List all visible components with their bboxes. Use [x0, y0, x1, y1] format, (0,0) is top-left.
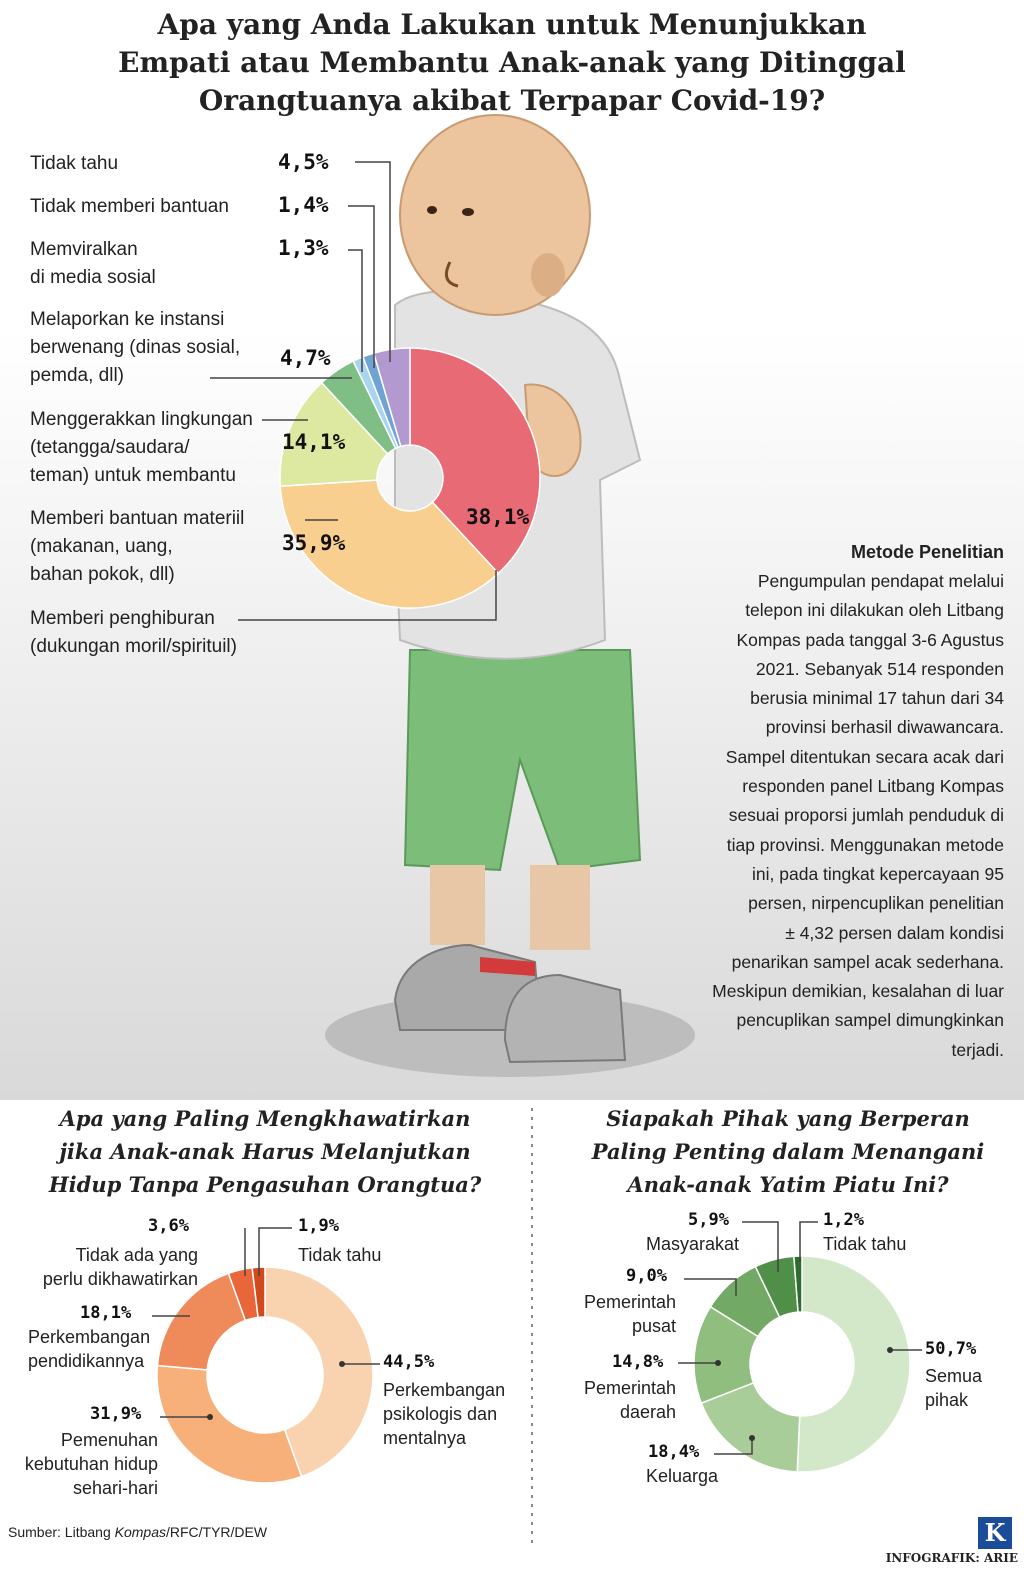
main-title: Apa yang Anda Lakukan untuk Menunjukkan Empati atau Membantu Anak-anak yang Ditinggal Orangtuanya akibat Terpapar Covid-19?	[118, 8, 906, 117]
method-line: berusia minimal 17 tahun dari 34	[750, 688, 1004, 709]
pct-left-psikologis: 44,5%	[383, 1352, 435, 1372]
pct-left-tidak-tahu: 1,9%	[298, 1216, 339, 1236]
dot-right-semua	[887, 1347, 893, 1353]
label-right-semua: Semua pihak	[925, 1366, 983, 1410]
method-line: ini, pada tingkat kepercayaan 95	[752, 863, 1004, 884]
method-line: 2021. Sebanyak 514 responden	[755, 658, 1004, 679]
method-line: Pengumpulan pendapat melalui	[757, 571, 1004, 591]
method-line: penarikan sampel acak sederhana.	[731, 951, 1004, 972]
label-right-tidak-tahu: Tidak tahu	[823, 1234, 907, 1254]
left-chart-title: Apa yang Paling Mengkhawatirkan jika Anak-anak Harus Melanjutkan Hidup Tanpa Pengasuhan Orangtua?	[48, 1106, 482, 1197]
method-heading: Metode Penelitian	[850, 542, 1004, 562]
label-memviralkan: Memviralkan di media sosial	[30, 239, 156, 288]
pct-left-pendidikan: 18,1%	[80, 1303, 132, 1323]
pct-right-pusat: 9,0%	[626, 1266, 667, 1286]
pct-right-masyarakat: 5,9%	[688, 1210, 729, 1230]
method-line: provinsi berhasil diwawancara.	[765, 717, 1004, 738]
label-right-keluarga: Keluarga	[646, 1466, 719, 1486]
right-chart-title: Siapakah Pihak yang Berperan Paling Penting dalam Menangani Anak-anak Yatim Piatu Ini?	[591, 1106, 985, 1197]
pct-left-tidak-ada: 3,6%	[148, 1216, 189, 1236]
method-line: Kompas pada tanggal 3-6 Agustus	[736, 629, 1004, 650]
pct-melaporkan: 4,7%	[280, 346, 331, 370]
dot-right-keluarga	[749, 1435, 755, 1441]
pct-right-tidak-tahu: 1,2%	[823, 1210, 864, 1230]
method-line: terjadi.	[951, 1039, 1004, 1060]
pct-right-daerah: 14,8%	[612, 1352, 664, 1372]
kompas-logo: K	[978, 1517, 1012, 1549]
label-right-pusat: Pemerintah pusat	[583, 1292, 676, 1336]
method-line: Meskipun demikian, kesalahan di luar	[712, 981, 1004, 1002]
pct-right-keluarga: 18,4%	[648, 1442, 700, 1462]
pct-penghiburan: 38,1%	[466, 505, 530, 529]
method-line: Sampel ditentukan secara acak dari	[725, 746, 1004, 767]
label-tidak-tahu: Tidak tahu	[30, 153, 119, 174]
source-note: Sumber: Litbang Kompas/RFC/TYR/DEW	[8, 1524, 268, 1540]
pct-materiil: 35,9%	[282, 531, 346, 555]
dot-right-daerah	[715, 1360, 721, 1366]
method-line: tiap provinsi. Menggunakan metode	[726, 834, 1004, 855]
method-line: persen, nirpencuplikan penelitian	[748, 893, 1004, 914]
label-menggerakkan: Menggerakkan lingkungan (tetangga/saudara/ teman) untuk membantu	[30, 409, 253, 486]
method-line: pencuplikan sampel dimungkinkan	[736, 1010, 1004, 1031]
right-slice-1	[797, 1256, 910, 1472]
label-left-tidak-ada: Tidak ada yang perlu dikhawatirkan	[42, 1245, 198, 1289]
pct-right-semua: 50,7%	[925, 1339, 977, 1359]
method-line: sesuai proporsi jumlah penduduk di	[728, 805, 1004, 826]
label-left-tidak-tahu: Tidak tahu	[298, 1245, 382, 1265]
pct-menggerakkan: 14,1%	[282, 430, 346, 454]
method-line: responden panel Litbang Kompas	[742, 776, 1004, 797]
label-right-daerah: Pemerintah daerah	[583, 1378, 676, 1422]
label-left-kebutuhan: Pemenuhan kebutuhan hidup sehari-hari	[24, 1430, 158, 1498]
pct-memviralkan: 1,3%	[278, 236, 329, 260]
method-line: telepon ini dilakukan oleh Litbang	[745, 600, 1004, 621]
infographic-credit: INFOGRAFIK: ARIE	[885, 1551, 1018, 1565]
method-line: ± 4,32 persen dalam kondisi	[785, 922, 1004, 943]
label-right-masyarakat: Masyarakat	[646, 1234, 740, 1254]
label-tidak-memberi: Tidak memberi bantuan	[30, 196, 229, 217]
label-materiil: Memberi bantuan materiil (makanan, uang, bahan pokok, dll)	[30, 508, 245, 585]
label-left-pendidikan: Perkembangan pendidikannya	[28, 1327, 151, 1371]
label-penghiburan: Memberi penghiburan (dukungan moril/spirituil)	[30, 608, 237, 657]
label-left-psikologis: Perkembangan psikologis dan mentalnya	[383, 1380, 506, 1448]
pct-tidak-memberi: 1,4%	[278, 193, 329, 217]
label-melaporkan: Melaporkan ke instansi berwenang (dinas sosial, pemda, dll)	[30, 309, 241, 386]
pct-tidak-tahu: 4,5%	[278, 150, 329, 174]
pct-left-kebutuhan: 31,9%	[90, 1404, 142, 1424]
